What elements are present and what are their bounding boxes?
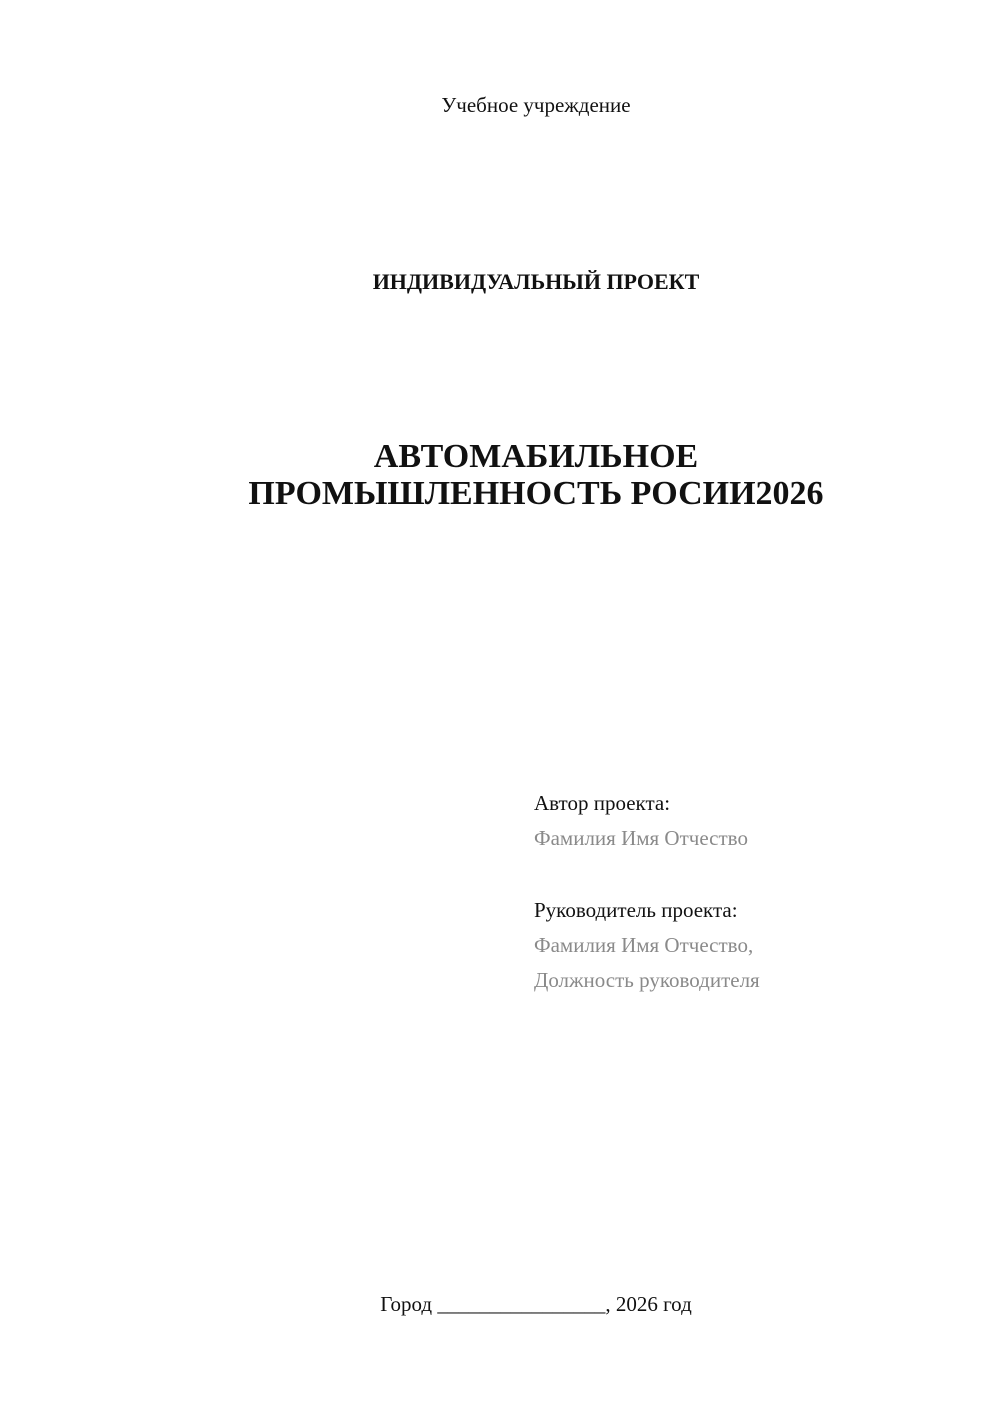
supervisor-block <box>534 893 760 998</box>
author-name: Фамилия Имя Отчество <box>534 826 748 850</box>
supervisor-label: Руководитель проекта: <box>534 898 738 922</box>
institution-name: Учебное учреждение <box>441 93 631 117</box>
supervisor-name: Фамилия Имя Отчество, <box>534 933 754 957</box>
project-type-heading: ИНДИВИДУАЛЬНЫЙ ПРОЕКТ <box>372 269 700 294</box>
project-title-line-1: АВТОМАБИЛЬНОЕ <box>373 438 699 475</box>
project-title <box>0 438 1000 512</box>
project-title-line-2: ПРОМЫШЛЕННОСТЬ РОСИИ2026 <box>248 475 824 512</box>
author-block <box>534 786 748 856</box>
supervisor-position: Должность руководителя <box>534 968 760 992</box>
author-label: Автор проекта: <box>534 791 671 815</box>
city-year-line: Город ________________, 2026 год <box>380 1292 692 1316</box>
